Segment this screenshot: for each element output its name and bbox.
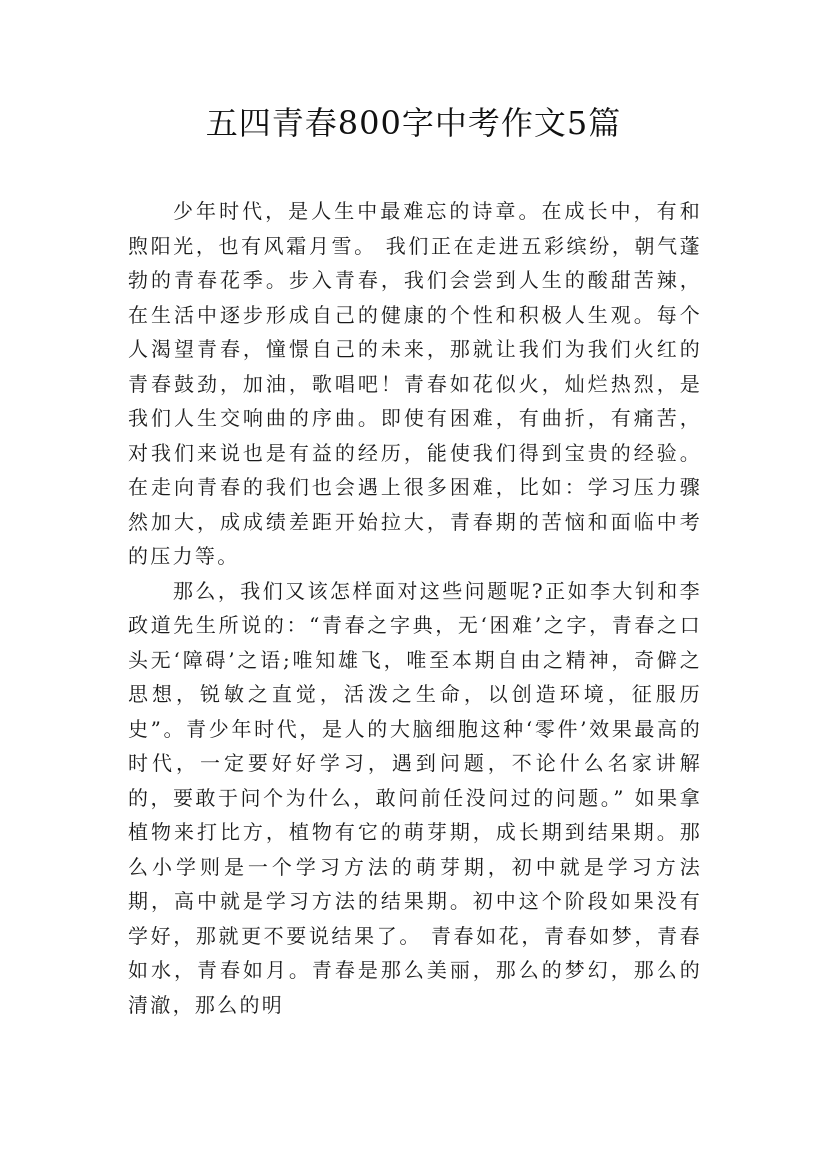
paragraph-2: 那么，我们又该怎样面对这些问题呢?正如李大钊和李政道先生所说的：“青春之字典，无‘困难’之字，青春之口头无‘障碍’之语;唯知雄飞，唯至本期自由之精神，奇僻之思想，锐敏之直觉，活泼之生命，以创造环境，征服历史”。青少年时代，是人的大脑细胞这种‘零件’效果最高的时代，一定要好好学习，遇到问题，不论什么名家讲解的，要敢于问个为什么，敢问前任没问过的问题。” 如果拿植物来打比方，植物有它的萌芽期，成长期到结果期。那么小学则是一个学习方法的萌芽期，初中就是学习方法期，高中就是学习方法的结果期。初中这个阶段如果没有学好，那就更不要说结果了。 青春如花，青春如梦，青春如水，青春如月。青春是那么美丽，那么的梦幻，那么的清澈，那么的明 (128, 578, 702, 1017)
paragraph-1: 少年时代，是人生中最难忘的诗章。在成长中，有和煦阳光，也有风霜月雪。 我们正在走进五彩缤纷，朝气蓬勃的青春花季。步入青春，我们会尝到人生的酸甜苦辣，在生活中逐步形成自己的健康的个性和积极人生观。每个人渴望青春，憧憬自己的未来，那就让我们为我们火红的青春鼓劲，加油，歌唱吧！青春如花似火，灿烂热烈，是我们人生交响曲的序曲。即使有困难，有曲折，有痛苦，对我们来说也是有益的经历，能使我们得到宝贵的经验。 在走向青春的我们也会遇上很多困难，比如：学习压力骤然加大，成成绩差距开始拉大，青春期的苦恼和面临中考的压力等。 (128, 199, 702, 568)
document-title: 五四青春800字中考作文5篇 (205, 104, 622, 142)
document-body (128, 194, 702, 1022)
